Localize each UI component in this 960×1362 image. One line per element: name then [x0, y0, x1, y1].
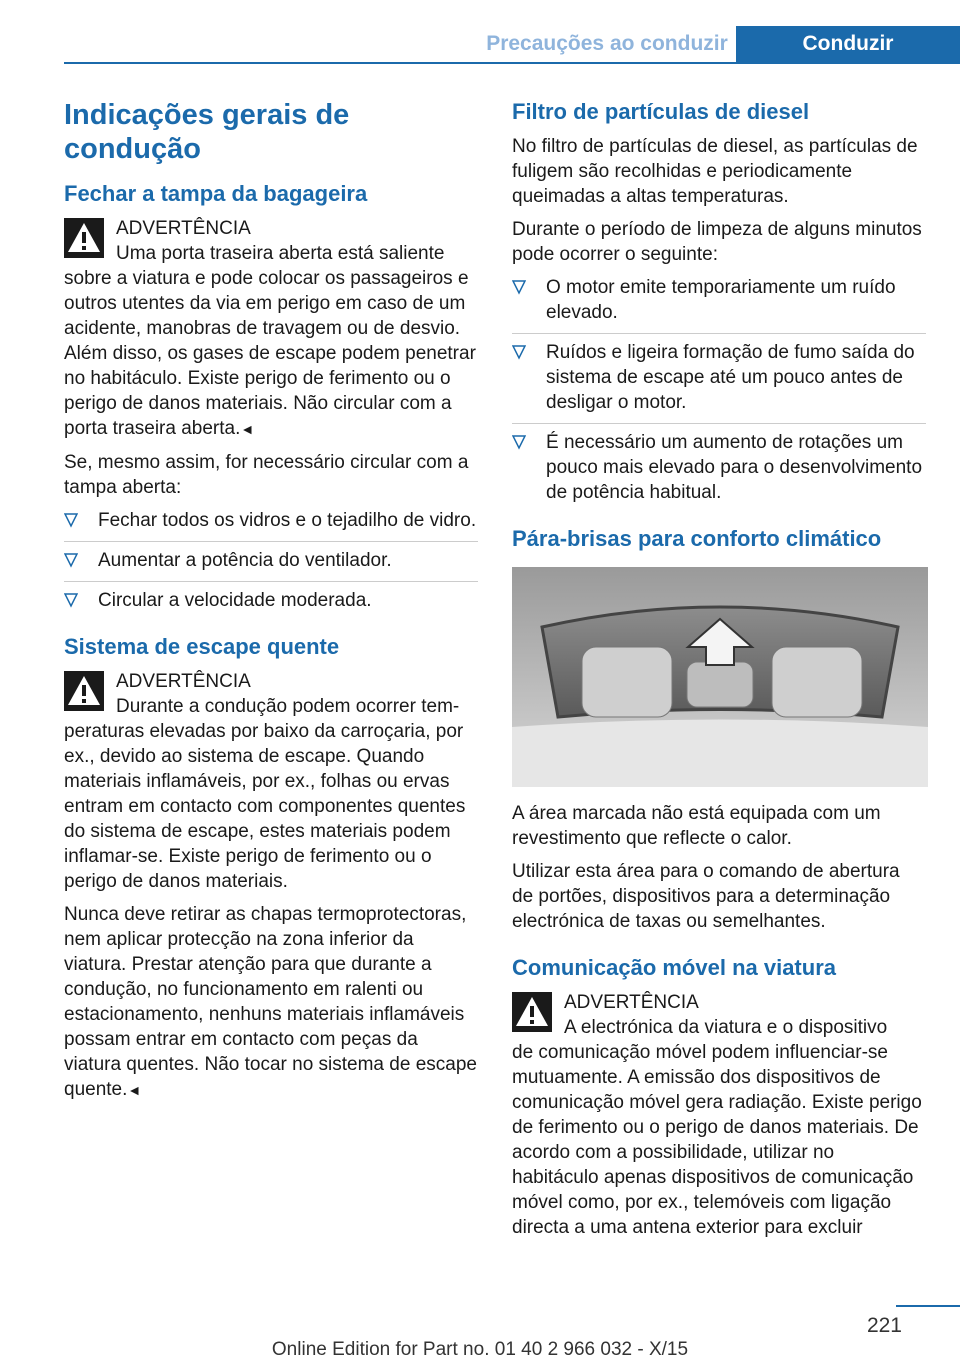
triangle-bullet-icon — [512, 344, 526, 360]
page-number: 221 — [866, 1314, 902, 1337]
left-column — [64, 98, 478, 1111]
triangle-bullet-icon — [64, 592, 78, 608]
warning-text-first: A electrónica da viatura e o dispositivo — [564, 1017, 888, 1038]
bullet-list — [64, 508, 478, 621]
page-header — [0, 0, 960, 62]
paragraph: Se, mesmo assim, for necessário circular com a tampa aberta: — [64, 452, 469, 498]
warning-mobile — [512, 990, 926, 1240]
triangle-bullet-icon — [512, 434, 526, 450]
section-heading-exhaust: Sistema de escape quente — [64, 634, 340, 659]
warning-label: ADVERTÊNCIA — [116, 671, 251, 692]
list-item: Fechar todos os vidros e o tejadilho de vidro. — [64, 508, 478, 542]
section-heading-dpf: Filtro de partículas de diesel — [512, 99, 810, 124]
right-column — [512, 98, 926, 1248]
warning-label: ADVERTÊNCIA — [564, 992, 699, 1013]
warning-text: de comunicação móvel podem influenciar-se mutuamente. A emissão dos dispositivos de comunicação móvel gera radiação. Existe perigo de ferimento ou o perigo de danos materiais. De acordo com a possibilidade, utilizar no habitáculo apenas dispositivos de comunicação móvel como, por ex., telemóveis com ligação directa a uma antena exterior para excluir — [512, 1042, 922, 1238]
end-mark-icon: ◄ — [127, 1082, 142, 1098]
paragraph: Durante o período de limpeza de alguns minutos pode ocorrer o seguinte: — [512, 219, 922, 265]
header-chapter-tab[interactable]: Conduzir — [736, 26, 960, 62]
header-section-tab[interactable]: Precauções ao conduzir — [486, 32, 728, 55]
footer-rule — [896, 1305, 960, 1307]
warning-text: peraturas elevadas por baixo da carroçaria, por ex., devido ao sistema de escape. Quando materiais inflamáveis, por ex., folhas ou ervas entram em contacto com componentes quentes do sistema de escape, estes materiais podem inflamar-se. Existe perigo de ferimento ou o perigo de danos materiais. — [64, 721, 466, 892]
end-mark-icon: ◄ — [240, 421, 255, 437]
list-item: O motor emite temporariamente um ruído elevado. — [512, 275, 926, 334]
paragraph: No filtro de partículas de diesel, as partículas de fuligem são recolhidas e periodicamente queimadas a altas temperaturas. — [512, 136, 918, 207]
section-heading-trunk: Fechar a tampa da bagageira — [64, 181, 368, 206]
list-item: É necessário um aumento de rotações um pouco mais elevado para o desenvolvimento de potência habitual. — [512, 430, 926, 513]
section-heading-mobile: Comunicação móvel na viatura — [512, 955, 836, 980]
windscreen-photo — [512, 567, 928, 787]
edition-footer: Online Edition for Part no. 01 40 2 966 032 - X/15 — [271, 1339, 689, 1360]
paragraph: Utilizar esta área para o comando de abertura de portões, dispositivos para a determinação electrónica de taxas ou semelhantes. — [512, 861, 900, 932]
triangle-bullet-icon — [64, 512, 78, 528]
warning-text-first: Durante a condução podem ocorrer tem- — [116, 696, 460, 717]
bullet-list — [512, 275, 926, 513]
warning-exhaust — [64, 669, 478, 894]
paragraph: Nunca deve retirar as chapas termoprotectoras, nem aplicar protecção na zona inferior da viatura. Prestar atenção para que durante a condução, no funcionamento em ralenti ou estacionamento, nenhuns materiais inflamáveis possam entrar em contacto com peças da viatura quentes. Não tocar no sistema de escape quente. — [64, 904, 477, 1100]
warning-label: ADVERTÊNCIA — [116, 218, 251, 239]
page-title: Indicações gerais de condução — [64, 99, 350, 165]
list-item: Circular a velocidade moderada. — [64, 588, 478, 621]
section-heading-windscreen: Pára-brisas para conforto climático — [512, 526, 882, 551]
warning-text-first: Uma porta traseira aberta está saliente — [116, 243, 445, 264]
list-item: Ruídos e ligeira formação de fumo saída do sistema de escape até um pouco antes de desligar o motor. — [512, 340, 926, 424]
list-item: Aumentar a potência do ventilador. — [64, 548, 478, 582]
paragraph: A área marcada não está equipada com um revestimento que reflecte o calor. — [512, 803, 881, 849]
warning-triangle-icon — [512, 992, 552, 1032]
triangle-bullet-icon — [512, 279, 526, 295]
triangle-bullet-icon — [64, 552, 78, 568]
warning-text: sobre a viatura e pode colocar os passageiros e outros utentes da via em perigo em caso de um acidente, manobras de travagem ou de desvio. Além disso, os gases de escape podem penetrar no habitáculo. Existe perigo de ferimento ou o perigo de danos materiais. Não circular com a porta traseira aberta. — [64, 268, 476, 439]
header-rule — [64, 62, 960, 64]
warning-trunk — [64, 216, 478, 442]
warning-triangle-icon — [64, 218, 104, 258]
warning-triangle-icon — [64, 671, 104, 711]
